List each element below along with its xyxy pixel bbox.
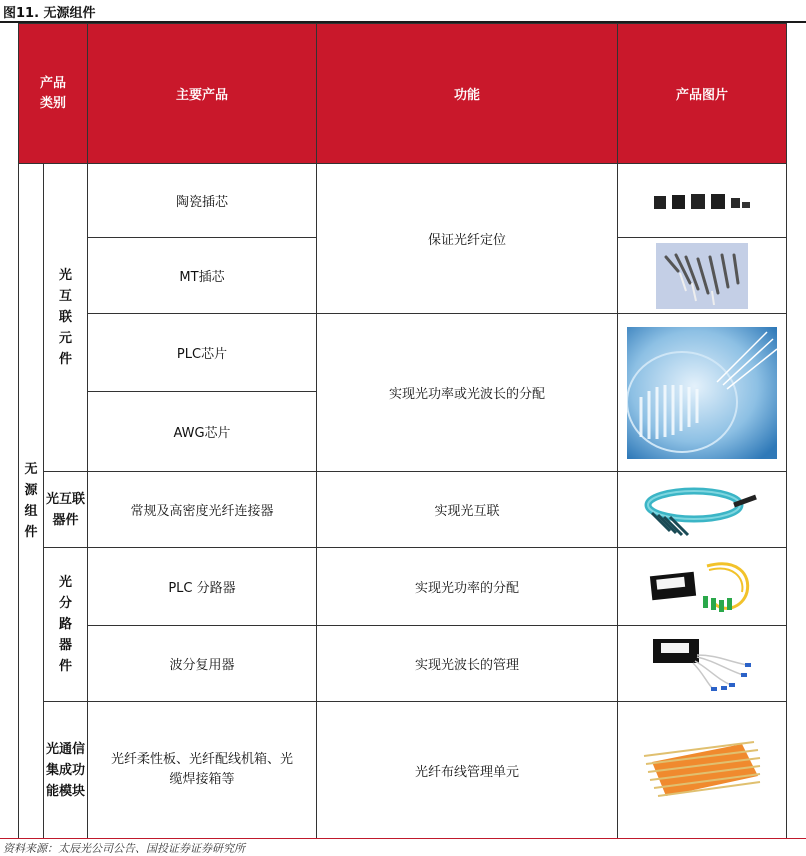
- function-cell: 光纤布线管理单元: [317, 702, 618, 839]
- wdm-image: [647, 635, 757, 693]
- image-cell: [618, 472, 787, 548]
- table-row: [19, 548, 787, 626]
- plc-splitter-image: [647, 556, 757, 618]
- product-cell: PLC 分路器: [88, 548, 317, 626]
- source-note: 资料来源：太辰光公司公告、国投证券证券研究所: [3, 842, 245, 855]
- passive-components-table: [18, 23, 787, 839]
- table-row: [19, 314, 787, 392]
- subcategory-interconnect: 光互联元件: [44, 164, 88, 472]
- image-cell: [618, 314, 787, 472]
- header-main-products: 主要产品: [88, 24, 317, 164]
- product-cell: 光纤柔性板、光纤配线机箱、光缆焊接箱等: [88, 702, 317, 839]
- header-category: 产品类别: [19, 24, 88, 164]
- product-cell: 波分复用器: [88, 626, 317, 702]
- product-cell: PLC芯片: [88, 314, 317, 392]
- function-cell: 实现光互联: [317, 472, 618, 548]
- product-cell: 陶瓷插芯: [88, 164, 317, 238]
- table-row: [19, 626, 787, 702]
- function-cell: 保证光纤定位: [317, 164, 618, 314]
- header-row: [19, 24, 787, 164]
- figure-title: 图11. 无源组件: [3, 6, 96, 21]
- category-cell: 无源组件: [19, 164, 44, 839]
- image-cell: [618, 626, 787, 702]
- product-cell: MT插芯: [88, 238, 317, 314]
- product-cell: AWG芯片: [88, 392, 317, 472]
- subcategory-connector: 光互联器件: [44, 472, 88, 548]
- subcategory-splitter: 光分路器件: [44, 548, 88, 702]
- ceramic-ferrule-image: [652, 186, 752, 216]
- fiber-connector-image: [642, 479, 762, 541]
- bottom-rule: [0, 838, 806, 839]
- function-cell: 实现光波长的管理: [317, 626, 618, 702]
- image-cell: [618, 548, 787, 626]
- plc-chip-image: [627, 327, 777, 459]
- function-cell: 实现光功率的分配: [317, 548, 618, 626]
- subcategory-module: 光通信集成功能模块: [44, 702, 88, 839]
- table-row: [19, 472, 787, 548]
- header-function: 功能: [317, 24, 618, 164]
- product-cell: 常规及高密度光纤连接器: [88, 472, 317, 548]
- image-cell: [618, 164, 787, 238]
- table-row: [19, 164, 787, 238]
- fiber-flex-board-image: [642, 740, 762, 800]
- image-cell: [618, 702, 787, 839]
- header-product-image: 产品图片: [618, 24, 787, 164]
- table-row: [19, 702, 787, 839]
- image-cell: [618, 238, 787, 314]
- mt-ferrule-image: [656, 243, 748, 309]
- function-cell: 实现光功率或光波长的分配: [317, 314, 618, 472]
